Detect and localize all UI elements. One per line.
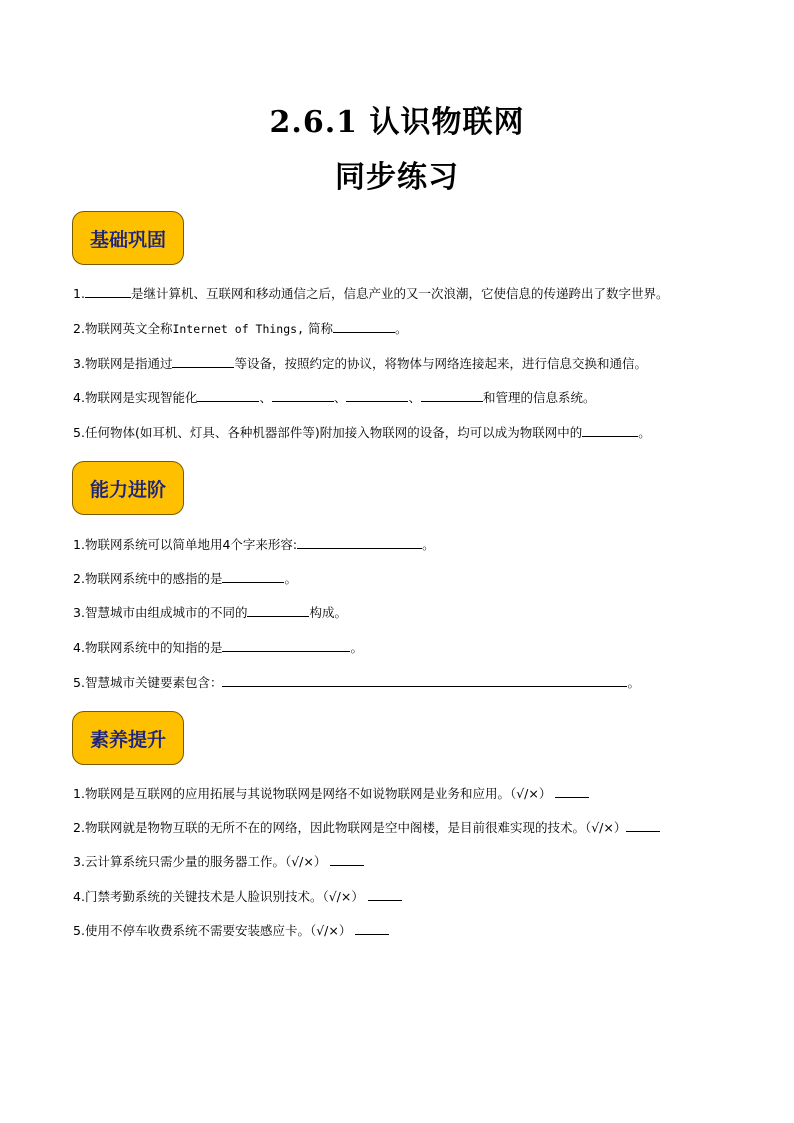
answer-blank[interactable] xyxy=(346,389,408,402)
question-number: 2. xyxy=(73,321,85,336)
question-3-1 xyxy=(73,785,589,803)
question-number: 3. xyxy=(73,854,85,869)
question-number: 5. xyxy=(73,923,85,938)
page-title: 2.6.1 认识物联网 xyxy=(269,105,525,140)
question-text: 门禁考勤系统的关键技术是人脸识别技术。（√/×） xyxy=(84,889,364,904)
answer-blank[interactable] xyxy=(297,536,422,549)
answer-blank[interactable] xyxy=(85,285,131,298)
question-text: 。 xyxy=(350,640,363,655)
question-2-1 xyxy=(73,536,435,554)
question-number: 1. xyxy=(73,786,85,801)
separator: 、 xyxy=(408,390,421,405)
question-text: 物联网是互联网的应用拓展与其说物联网是网络不如说物联网是业务和应用。（√/×） xyxy=(84,786,552,801)
question-text: 构成。 xyxy=(309,605,347,620)
question-3-2 xyxy=(73,819,660,837)
question-number: 1. xyxy=(73,286,85,301)
question-text: 简称 xyxy=(304,321,333,336)
question-1-5 xyxy=(73,424,651,442)
section-heading-literacy: 素养提升 xyxy=(72,711,184,765)
question-number: 3. xyxy=(73,356,85,371)
question-text: 物联网就是物物互联的无所不在的网络，因此物联网是空中阁楼，是目前很难实现的技术。（√/×） xyxy=(84,820,627,835)
answer-blank[interactable] xyxy=(626,819,660,832)
question-text: 。 xyxy=(395,321,408,336)
question-text: 物联网英文全称 xyxy=(84,321,173,336)
question-text: 使用不停车收费系统不需要安装感应卡。（√/×） xyxy=(84,923,352,938)
answer-blank[interactable] xyxy=(197,389,259,402)
question-number: 2. xyxy=(73,571,85,586)
question-text: 云计算系统只需少量的服务器工作。（√/×） xyxy=(84,854,327,869)
question-text: 物联网系统可以简单地用4个字来形容: xyxy=(84,537,298,552)
question-1-3 xyxy=(73,355,647,373)
question-term: Internet of Things, xyxy=(172,322,305,336)
answer-blank[interactable] xyxy=(222,639,350,652)
question-text: 和管理的信息系统。 xyxy=(483,390,596,405)
question-number: 4. xyxy=(73,390,85,405)
question-2-3 xyxy=(73,604,347,622)
question-text: 智慧城市由组成城市的不同的 xyxy=(84,605,248,620)
answer-blank[interactable] xyxy=(421,389,483,402)
question-1-4 xyxy=(73,389,596,407)
question-text: 物联网是实现智能化 xyxy=(84,390,198,405)
page-subtitle: 同步练习 xyxy=(335,160,459,195)
question-text: 是继计算机、互联网和移动通信之后，信息产业的又一次浪潮，它使信息的传递跨出了数字世界。 xyxy=(130,286,669,301)
question-text: 物联网是指通过 xyxy=(84,356,173,371)
section-heading-advanced: 能力进阶 xyxy=(72,461,184,515)
question-text: 。 xyxy=(284,571,297,586)
question-text: 物联网系统中的感指的是 xyxy=(84,571,223,586)
question-1-1 xyxy=(73,285,668,303)
question-3-4 xyxy=(73,888,402,906)
question-number: 5. xyxy=(73,425,85,440)
answer-blank[interactable] xyxy=(330,853,364,866)
question-number: 4. xyxy=(73,640,85,655)
question-number: 1. xyxy=(73,537,85,552)
answer-blank[interactable] xyxy=(333,320,395,333)
answer-blank[interactable] xyxy=(222,570,284,583)
question-text: 等设备，按照约定的协议，将物体与网络连接起来，进行信息交换和通信。 xyxy=(234,356,647,371)
question-2-5 xyxy=(73,674,640,692)
answer-blank[interactable] xyxy=(172,355,234,368)
question-2-2 xyxy=(73,570,297,588)
question-3-5 xyxy=(73,922,389,940)
answer-blank[interactable] xyxy=(368,888,402,901)
question-number: 5. xyxy=(73,675,85,690)
question-text: 物联网系统中的知指的是 xyxy=(84,640,223,655)
question-number: 2. xyxy=(73,820,85,835)
separator: 、 xyxy=(259,390,272,405)
answer-blank[interactable] xyxy=(272,389,334,402)
answer-blank[interactable] xyxy=(355,922,389,935)
question-text: 任何物体(如耳机、灯具、各种机器部件等)附加接入物联网的设备，均可以成为物联网中的 xyxy=(84,425,583,440)
answer-blank[interactable] xyxy=(247,604,309,617)
question-1-2 xyxy=(73,320,408,338)
answer-blank[interactable] xyxy=(582,424,638,437)
separator: 、 xyxy=(333,390,347,405)
question-text: 智慧城市关键要素包含： xyxy=(84,675,223,690)
answer-blank[interactable] xyxy=(555,785,589,798)
answer-blank[interactable] xyxy=(222,674,627,687)
question-text: 。 xyxy=(627,675,640,690)
question-2-4 xyxy=(73,639,363,657)
question-number: 3. xyxy=(73,605,85,620)
question-text: 。 xyxy=(638,425,651,440)
question-text: 。 xyxy=(422,537,435,552)
question-3-3 xyxy=(73,853,364,871)
section-heading-basic: 基础巩固 xyxy=(72,211,184,265)
question-number: 4. xyxy=(73,889,85,904)
